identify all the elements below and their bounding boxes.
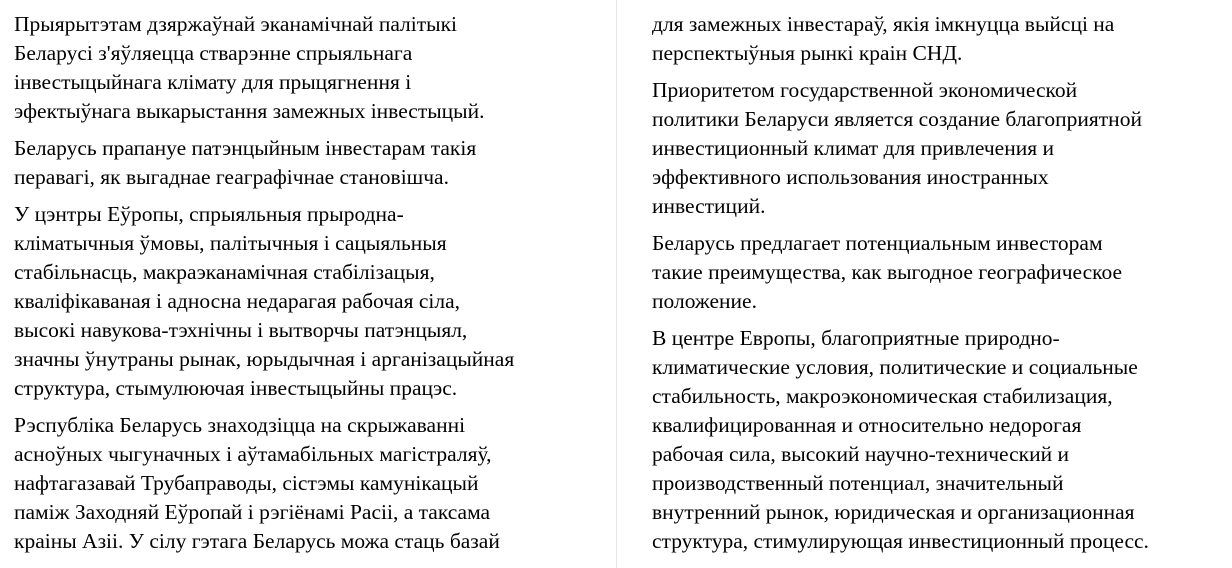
text-line: Беларусь предлагает потенциальным инвесторам bbox=[652, 231, 1103, 255]
text-line: інвестыцыйнага клімату для прыцягнення і bbox=[14, 70, 412, 94]
paragraph bbox=[14, 200, 616, 403]
text-line: политики Беларуси является создание благоприятной bbox=[652, 107, 1142, 131]
text-line: рабочая сила, высокий научно-технический и bbox=[652, 442, 1069, 466]
text-line: Беларусь прапануе патэнцыйным інвестарам такія bbox=[14, 136, 477, 160]
text-line: Приоритетом государственной экономической bbox=[652, 78, 1078, 102]
text-line: паміж Заходняй Еўропай і рэгіёнамі Расіі, а таксама bbox=[14, 500, 491, 524]
paragraph bbox=[14, 411, 616, 556]
text-line: такие преимущества, как выгодное географическое bbox=[652, 260, 1123, 284]
text-line: высокі навукова-тэхнічны і вытворчы патэнцыял, bbox=[14, 318, 468, 342]
text-line: Беларусі з'яўляецца стварэнне спрыяльнага bbox=[14, 41, 413, 65]
text-line: Прыярытэтам дзяржаўнай эканамічнай палітыкі bbox=[14, 12, 458, 36]
text-line: производственный потенциал, значительный bbox=[652, 471, 1064, 495]
paragraph bbox=[652, 10, 1232, 68]
text-line: структура, стимулирующая инвестиционный процесс. bbox=[652, 529, 1149, 553]
text-line: В центре Европы, благоприятные природно- bbox=[652, 326, 1060, 350]
text-line: эфектыўнага выкарыстання замежных інвестыцый. bbox=[14, 99, 485, 123]
russian-column bbox=[617, 0, 1232, 568]
text-line: климатические условия, политические и социальные bbox=[652, 355, 1138, 379]
text-line: внутренний рынок, юридическая и организационная bbox=[652, 500, 1135, 524]
text-line: асноўных чыгуначных і аўтамабільных магістраляў, bbox=[14, 442, 492, 466]
text-line: краіны Азіі. У сілу гэтага Беларусь можа стаць базай bbox=[14, 529, 500, 553]
text-line: Рэспубліка Беларусь знаходзіцца на скрыжаванні bbox=[14, 413, 466, 437]
text-line: для замежных інвестараў, якія імкнуцца выйсці на bbox=[652, 12, 1115, 36]
text-line: перавагі, як выгаднае геаграфічнае становішча. bbox=[14, 165, 449, 189]
text-line: положение. bbox=[652, 289, 757, 313]
text-line: структура, стымулюючая інвестыцыйны працэс. bbox=[14, 376, 458, 400]
text-line: перспектыўныя рынкі краін СНД. bbox=[652, 41, 963, 65]
text-line: нафтагазавай Трубаправоды, сістэмы камунікацый bbox=[14, 471, 479, 495]
text-line: значны ўнутраны рынак, юрыдычная і арганізацыйная bbox=[14, 347, 515, 371]
text-line: У цэнтры Еўропы, спрыяльныя прыродна- bbox=[14, 202, 404, 226]
text-line: инвестиционный климат для привлечения и bbox=[652, 136, 1054, 160]
paragraph bbox=[652, 324, 1232, 556]
text-line: кваліфікаваная і адносна недарагая рабочая сіла, bbox=[14, 289, 460, 313]
text-line: квалифицированная и относительно недорогая bbox=[652, 413, 1082, 437]
text-line: инвестиций. bbox=[652, 194, 766, 218]
paragraph bbox=[14, 10, 616, 126]
paragraph bbox=[652, 76, 1232, 221]
text-line: стабильность, макроэкономическая стабилизация, bbox=[652, 384, 1113, 408]
text-line: стабільнасць, макраэканамічная стабілізацыя, bbox=[14, 260, 435, 284]
text-line: кліматычныя ўмовы, палітычныя і сацыяльныя bbox=[14, 231, 447, 255]
text-line: эффективного использования иностранных bbox=[652, 165, 1049, 189]
paragraph bbox=[652, 229, 1232, 316]
paragraph bbox=[14, 134, 616, 192]
